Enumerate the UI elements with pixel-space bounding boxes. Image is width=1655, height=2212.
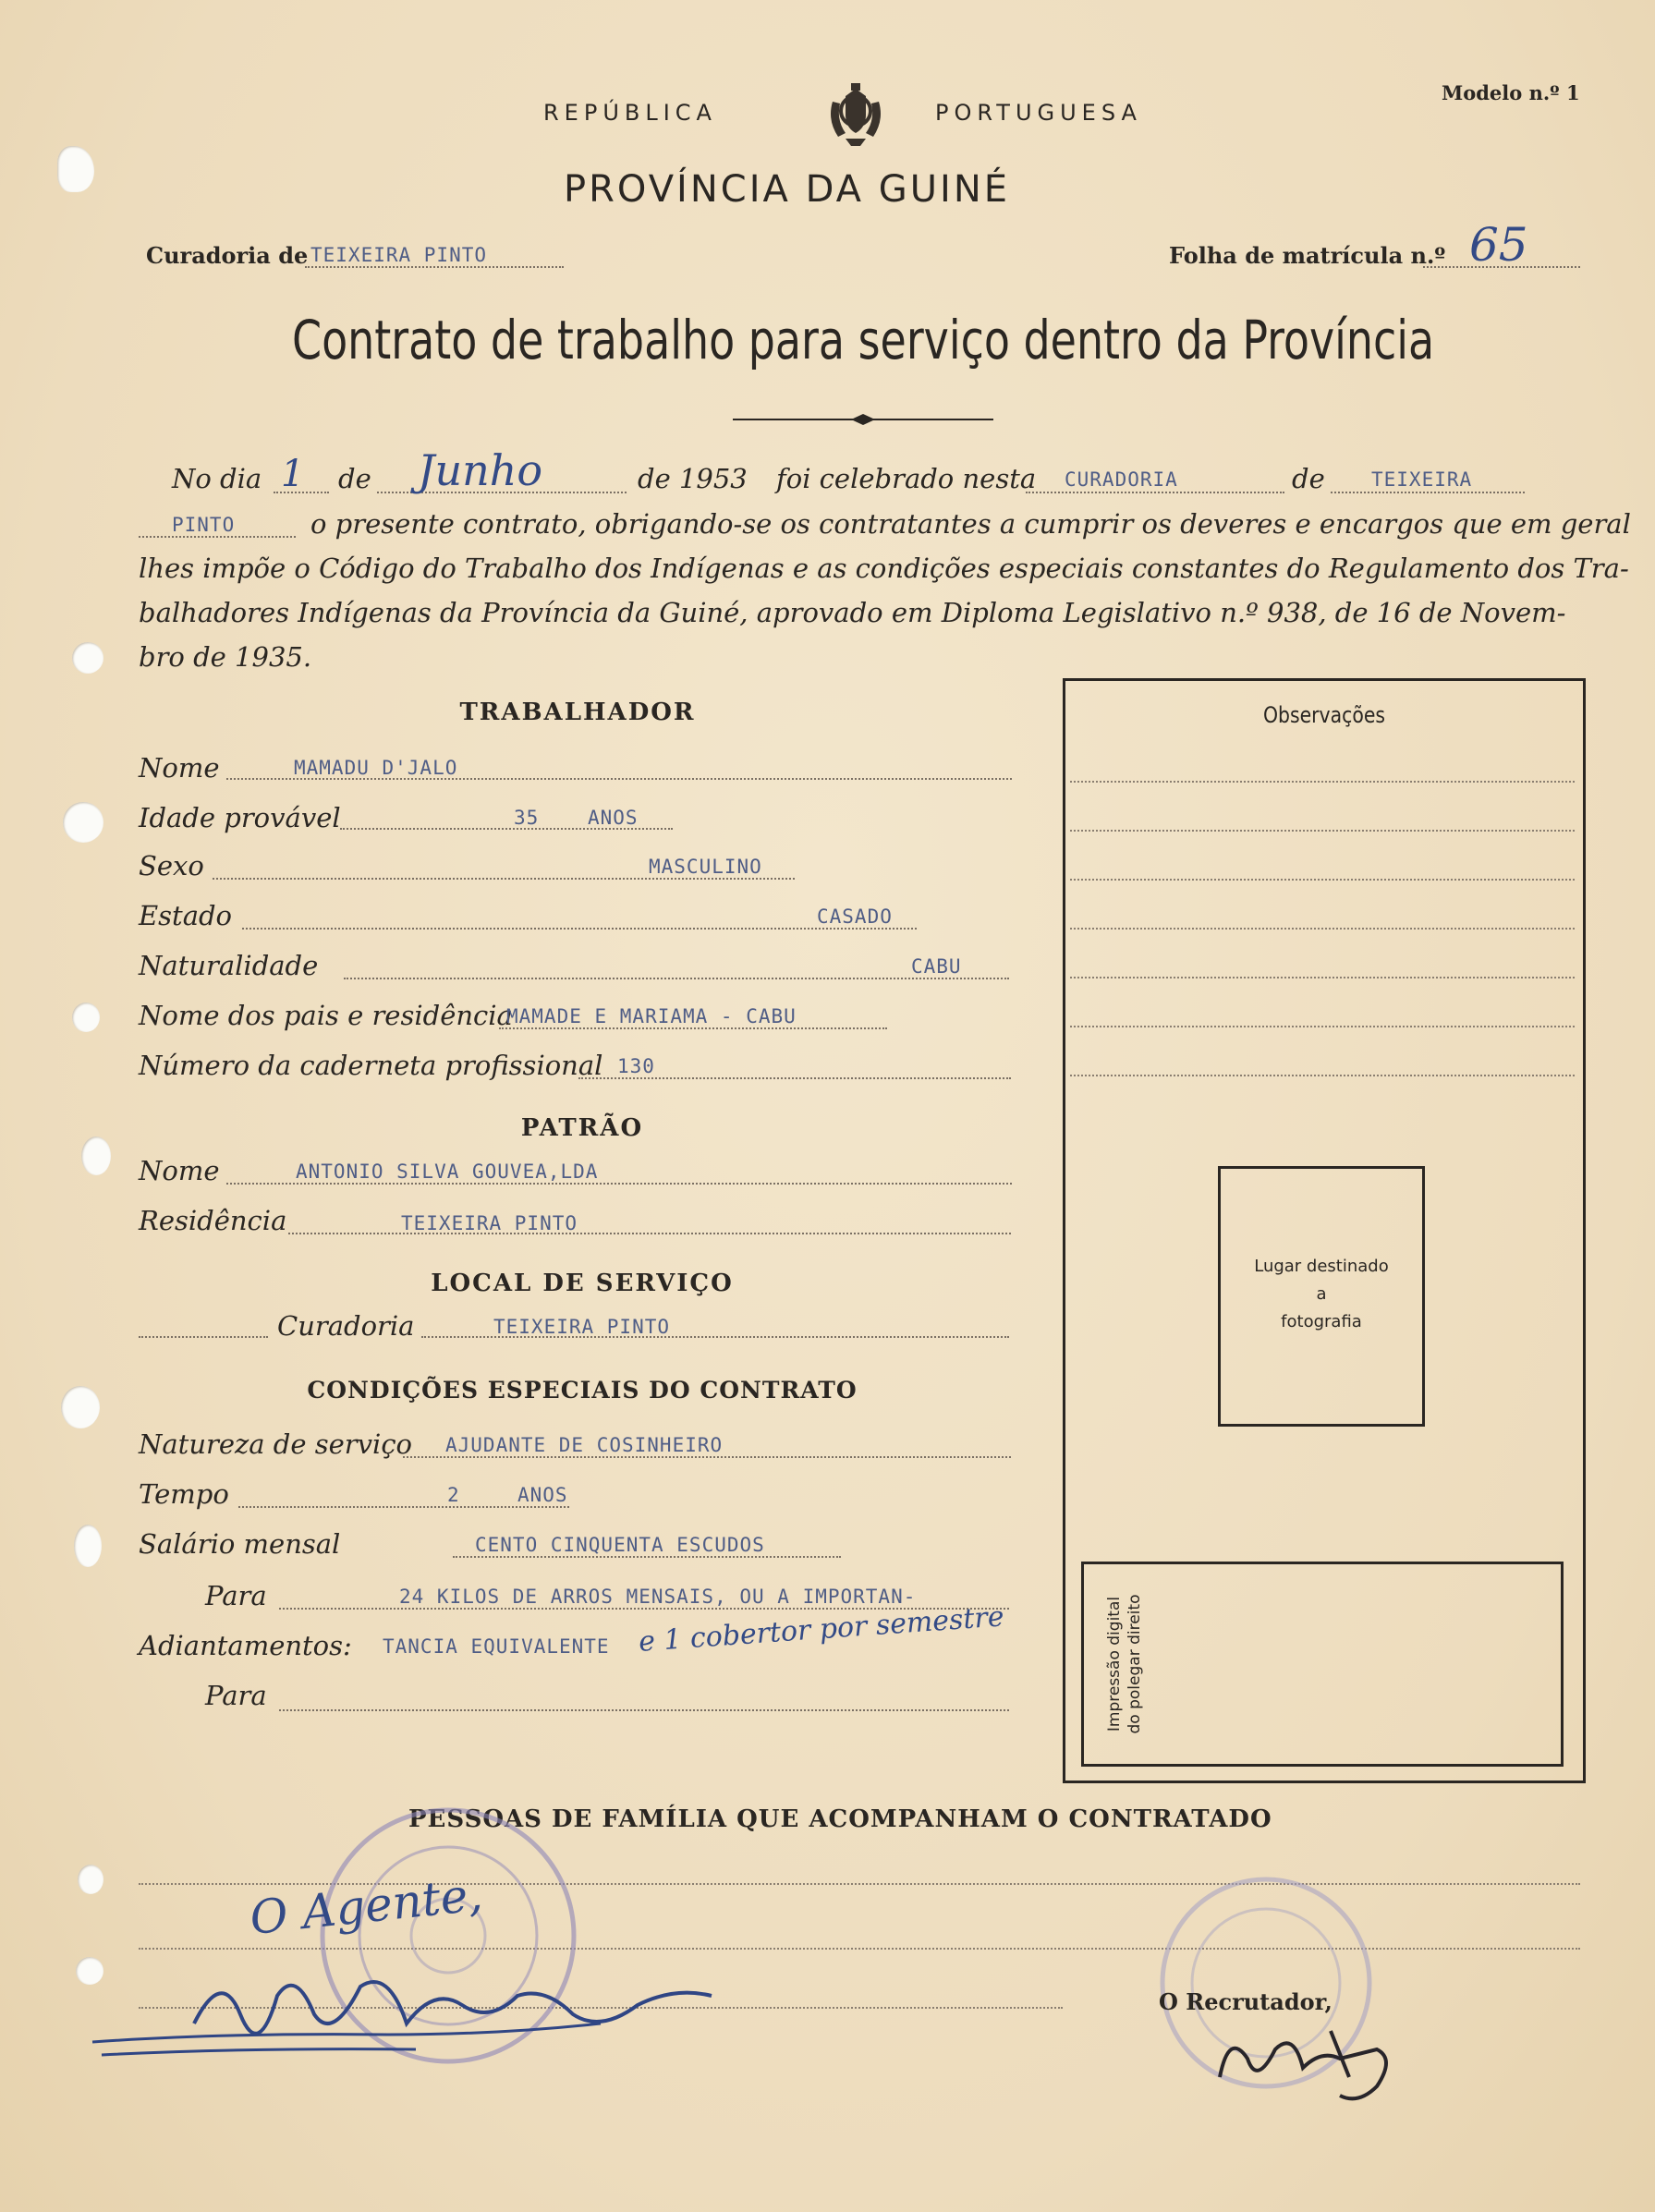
punch-hole — [72, 642, 103, 674]
condicoes-salario: CENTO CINQUENTA ESCUDOS — [475, 1534, 765, 1556]
curadoria-label: Curadoria de — [146, 242, 309, 269]
trabalhador-idade: 35 — [514, 807, 540, 829]
trabalhador-pais: MAMADE E MARIAMA - CABU — [506, 1005, 797, 1027]
recrutador-label: O Recrutador, — [1159, 1988, 1333, 2015]
punch-hole — [74, 1525, 102, 1567]
condicoes-heading: CONDIÇÕES ESPECIAIS DO CONTRATO — [307, 1377, 858, 1404]
trabalhador-caderneta: 130 — [617, 1055, 655, 1077]
curadoria-value: TEIXEIRA PINTO — [310, 244, 488, 266]
condicoes-natureza: AJUDANTE DE COSINHEIRO — [445, 1434, 724, 1456]
photo-label-1: Lugar destinado — [1254, 1257, 1389, 1276]
familia-heading: PESSOAS DE FAMÍLIA QUE ACOMPANHAM O CONTRATADO — [408, 1805, 1272, 1833]
punch-hole — [78, 1865, 103, 1894]
intro-no-dia: No dia — [172, 463, 262, 494]
condicoes-adiantamentos: TANCIA EQUIVALENTE — [383, 1635, 610, 1658]
folha-label: Folha de matrícula n.º — [1169, 242, 1446, 269]
punch-hole — [72, 1003, 100, 1032]
recrutador-signature — [1201, 2003, 1405, 2105]
patrao-heading: PATRÃO — [520, 1114, 644, 1142]
observacoes-label: Observações — [1262, 702, 1386, 728]
intro-day: 1 — [281, 453, 305, 495]
title-ornament — [733, 412, 993, 427]
agente-signature — [83, 1931, 730, 2070]
punch-hole — [81, 1136, 111, 1175]
provincia-title: PROVÍNCIA DA GUINÉ — [564, 168, 1011, 211]
punch-hole — [57, 146, 94, 192]
folha-value: 65 — [1469, 218, 1528, 272]
condicoes-tempo: 2 — [447, 1484, 460, 1506]
republica-text: REPÚBLICA — [543, 100, 717, 126]
patrao-nome: ANTONIO SILVA GOUVEA,LDA — [296, 1161, 599, 1183]
punch-hole — [61, 1386, 100, 1428]
condicoes-adiantamentos-hand: e 1 cobertor por semestre — [638, 1600, 1005, 1659]
trabalhador-naturalidade: CABU — [911, 955, 962, 978]
intro-place3: PINTO — [172, 514, 236, 536]
modelo-label: Modelo n.º 1 — [1442, 81, 1580, 104]
agente-label: O Agente, — [247, 1866, 485, 1946]
trabalhador-nome: MAMADU D'JALO — [294, 757, 458, 779]
portuguesa-text: PORTUGUESA — [935, 100, 1142, 126]
local-curadoria: TEIXEIRA PINTO — [493, 1316, 671, 1338]
thumbprint-label: Impressão digital do polegar direito — [1105, 1594, 1144, 1734]
document-title: Contrato de trabalho para serviço dentro da Província — [292, 309, 1435, 371]
document-page: Modelo n.º 1 REPÚBLICA PORTUGUESA PROVÍNCIA DA GUINÉ Curadoria de TEIXEIRA PINTO Folha de matrícula n.º 65 Contrato de trabalho para serviço dentro da Província No dia 1 de Junho de 1953 foi celebrado nesta CURADORIA de TEIXEIRA PINTO o presente contrato, obrigando-se os contratantes a cumprir os deveres e encargos que em geral lhes impõe o Código do Trabalho dos Indígenas e as condições especiais constantes do Regulamento dos Tra- balhadores Indígenas da Província da Guiné, aprovado em Diploma Legislativo n.º 938, de 16 de Novem- bro de 1935. TRABALHADOR Nome MAMADU D'JALO Idade provável 35 ANOS Sexo MASCULINO Estado CASADO Naturalidade CABU Nome dos pais e residência MAMADE E MARIAMA - CABU Número da caderneta profissional 130 PATRÃO Nome ANTONIO SILVA GOUVEA,LDA Residência TEIXEIRA PINTO LOCAL DE SERVIÇO Curadoria TEIXEIRA PINTO CONDIÇÕES ESPECIAIS DO CONTRATO Natureza de serviço AJUDANTE DE COSINHEIRO Tempo 2 ANOS Salário mensal CENTO CINQUENTA ESCUDOS Para 24 KILOS DE ARROS MENSAIS, OU A IMPORTAN- Adiantamentos: TANCIA EQUIVALENTE e 1 cobertor por semestre Para Observações Lugar destinado a fotografia Impressão digital do polegar direito PESSOAS DE FAMÍLIA QUE ACOMPANHAM O CONTRATADO O Agente, O Recrutador, — [0, 0, 1655, 2212]
punch-hole — [63, 802, 103, 843]
condicoes-para1: 24 KILOS DE ARROS MENSAIS, OU A IMPORTAN- — [399, 1586, 917, 1608]
intro-place2: TEIXEIRA — [1371, 468, 1473, 491]
trabalhador-estado: CASADO — [817, 905, 893, 928]
local-heading: LOCAL DE SERVIÇO — [431, 1270, 734, 1297]
intro-place1: CURADORIA — [1065, 468, 1178, 491]
photo-label-2: a — [1316, 1284, 1327, 1304]
photo-label-3: fotografia — [1281, 1312, 1362, 1331]
coat-of-arms-icon — [825, 83, 886, 150]
thumbprint-box — [1081, 1562, 1564, 1767]
trabalhador-heading: TRABALHADOR — [459, 699, 696, 726]
trabalhador-sexo: MASCULINO — [649, 856, 762, 878]
intro-month: Junho — [418, 445, 543, 495]
patrao-residencia: TEIXEIRA PINTO — [401, 1212, 578, 1234]
